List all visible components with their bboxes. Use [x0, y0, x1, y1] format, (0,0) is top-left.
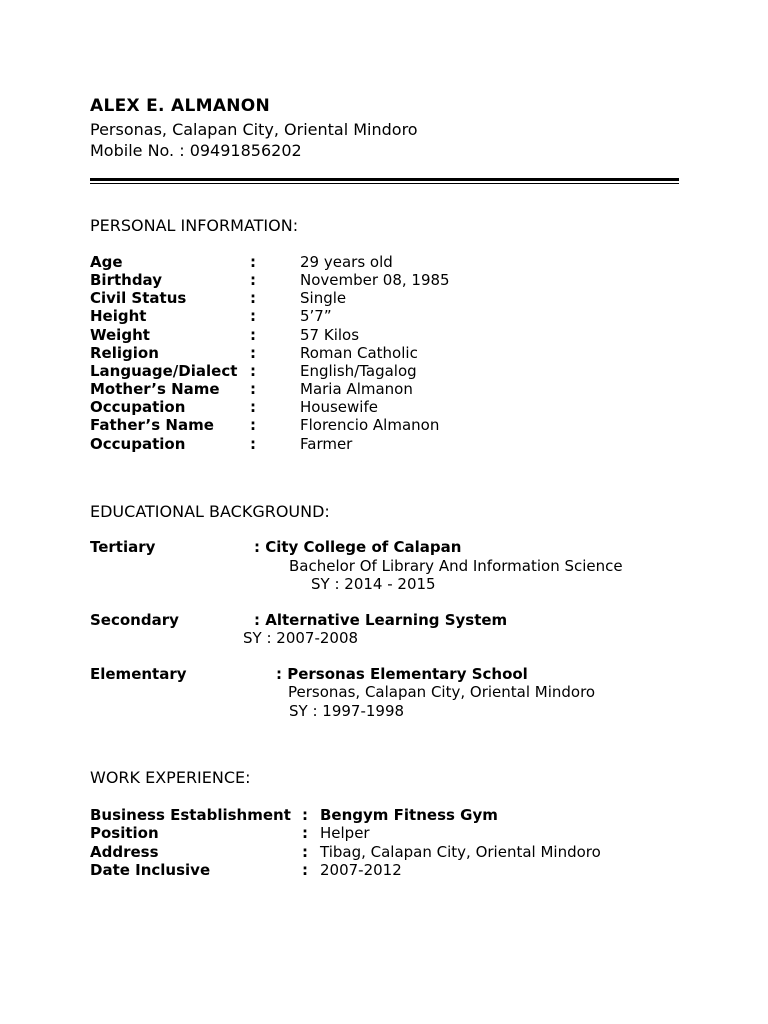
work-field-colon: :: [302, 824, 308, 843]
personal-info-row: [90, 416, 690, 434]
field-colon: :: [250, 434, 256, 453]
work-field-label: Position: [90, 824, 159, 843]
field-label: Civil Status: [90, 289, 187, 308]
secondary-label: Secondary: [90, 611, 179, 629]
secondary-school: : Alternative Learning System: [254, 611, 508, 629]
field-value: Farmer: [300, 434, 353, 453]
personal-info-row: [90, 289, 690, 307]
work-field-label: Address: [90, 842, 159, 861]
field-colon: :: [250, 271, 256, 290]
work-experience-heading: WORK EXPERIENCE:: [90, 768, 251, 787]
field-value: English/Tagalog: [300, 361, 417, 380]
elementary-school: : Personas Elementary School: [276, 665, 528, 683]
field-colon: :: [250, 380, 256, 399]
work-field-value: 2007-2012: [320, 860, 402, 879]
tertiary-course: Bachelor Of Library And Information Science: [289, 557, 623, 575]
work-field-colon: :: [302, 842, 308, 861]
field-value: 29 years old: [300, 253, 393, 271]
field-label: Occupation: [90, 398, 186, 417]
work-experience-row: [90, 806, 690, 824]
field-label: Mother’s Name: [90, 380, 220, 399]
work-field-colon: :: [302, 806, 308, 824]
elementary-school-year: SY : 1997-1998: [289, 702, 405, 720]
personal-info-row: [90, 326, 690, 344]
personal-info-row: [90, 307, 690, 325]
work-field-value: Tibag, Calapan City, Oriental Mindoro: [320, 842, 601, 861]
field-label: Height: [90, 307, 147, 326]
field-colon: :: [250, 307, 256, 326]
field-label: Age: [90, 253, 123, 271]
field-value: Single: [300, 289, 347, 308]
field-value: November 08, 1985: [300, 271, 450, 290]
elementary-label: Elementary: [90, 665, 187, 683]
work-field-value: Bengym Fitness Gym: [320, 806, 498, 824]
applicant-address: Personas, Calapan City, Oriental Mindoro: [90, 120, 418, 139]
tertiary-school-year: SY : 2014 - 2015: [311, 575, 436, 593]
field-value: Housewife: [300, 398, 378, 417]
work-experience-row: [90, 843, 690, 861]
elementary-address: Personas, Calapan City, Oriental Mindoro: [288, 683, 596, 701]
field-label: Father’s Name: [90, 416, 214, 435]
field-value: Roman Catholic: [300, 343, 418, 362]
work-field-colon: :: [302, 860, 308, 879]
field-colon: :: [250, 253, 256, 271]
personal-info-heading: PERSONAL INFORMATION:: [90, 216, 299, 235]
field-value: Florencio Almanon: [300, 416, 440, 435]
work-experience-row: [90, 824, 690, 842]
field-label: Language/Dialect: [90, 361, 238, 380]
header-divider-thin: [90, 183, 679, 184]
field-colon: :: [250, 343, 256, 362]
applicant-name: ALEX E. ALMANON: [90, 96, 271, 116]
tertiary-label: Tertiary: [90, 538, 156, 556]
field-colon: :: [250, 416, 256, 435]
field-label: Religion: [90, 343, 159, 362]
work-field-label: Date Inclusive: [90, 860, 211, 879]
field-label: Weight: [90, 325, 150, 344]
field-value: 57 Kilos: [300, 325, 360, 344]
field-label: Occupation: [90, 434, 186, 453]
field-colon: :: [250, 361, 256, 380]
personal-info-row: [90, 362, 690, 380]
field-value: 5’7”: [300, 307, 332, 326]
tertiary-school: : City College of Calapan: [254, 538, 462, 556]
education-heading: EDUCATIONAL BACKGROUND:: [90, 502, 330, 521]
work-field-value: Helper: [320, 824, 370, 843]
secondary-school-year: SY : 2007-2008: [243, 629, 359, 647]
work-experience-row: [90, 861, 690, 879]
field-colon: :: [250, 325, 256, 344]
personal-info-row: [90, 344, 690, 362]
applicant-mobile: Mobile No. : 09491856202: [90, 141, 302, 160]
personal-info-row: [90, 398, 690, 416]
field-colon: :: [250, 398, 256, 417]
work-field-label: Business Establishment: [90, 806, 291, 824]
field-colon: :: [250, 289, 256, 308]
personal-info-row: [90, 435, 690, 453]
personal-info-row: [90, 253, 690, 271]
field-value: Maria Almanon: [300, 380, 413, 399]
field-label: Birthday: [90, 271, 162, 290]
header-divider-thick: [90, 178, 679, 181]
personal-info-row: [90, 380, 690, 398]
personal-info-row: [90, 271, 690, 289]
